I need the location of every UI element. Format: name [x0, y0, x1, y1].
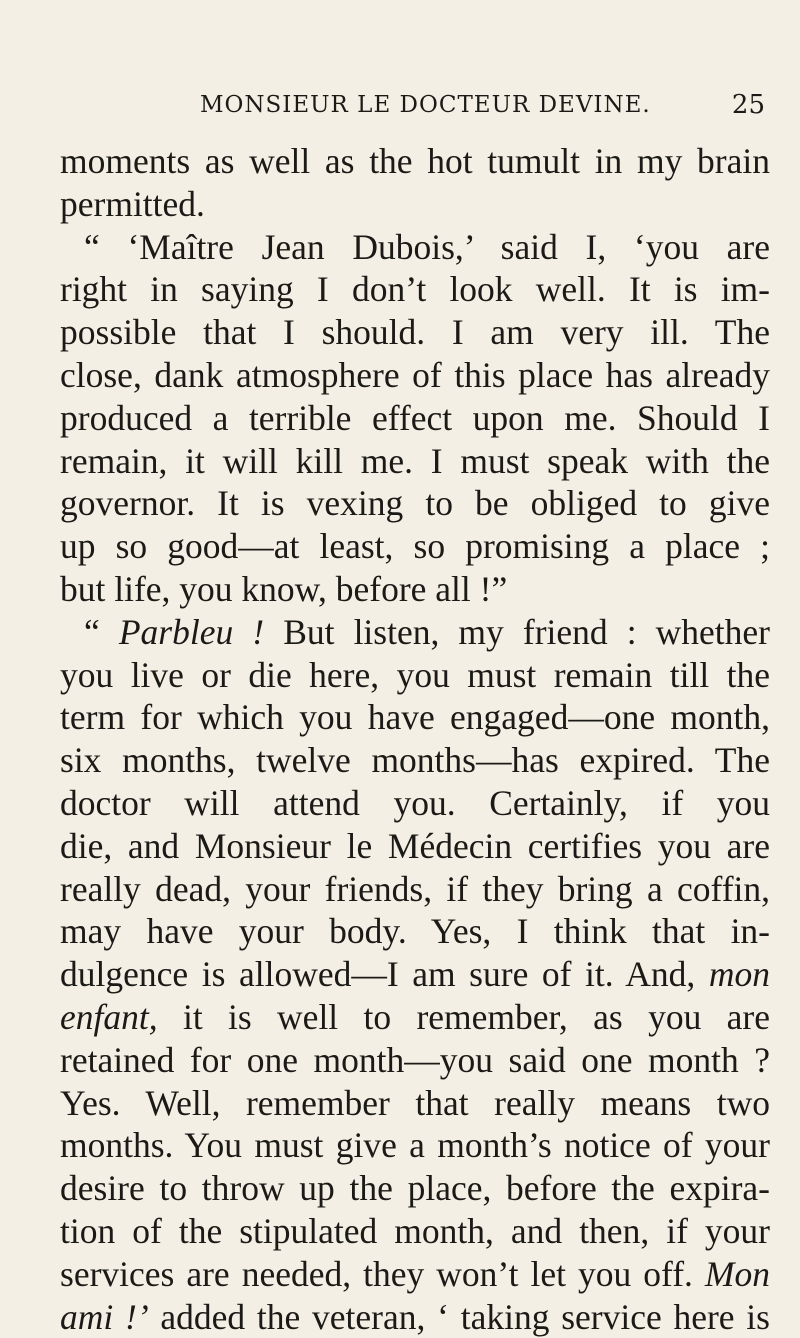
italic-phrase: ami !’ — [60, 1296, 149, 1337]
text-line: doctor will attend you. Certainly, if you — [60, 782, 770, 823]
text-line: tion of the stipulated month, and then, if your — [60, 1210, 770, 1251]
text-line: retained for one month—you said one month ? — [60, 1039, 770, 1080]
text-line: ami !’ added the veteran, ‘ taking service here is — [60, 1296, 770, 1337]
text-line: may have your body. Yes, I think that in- — [60, 911, 770, 952]
running-title: MONSIEUR LE DOCTEUR DEVINE. — [200, 92, 651, 118]
text-line: remain, it will kill me. I must speak with the — [60, 440, 770, 481]
running-head — [60, 88, 770, 122]
text-line: moments as well as the hot tumult in my brain — [60, 141, 770, 181]
text-line: months. You must give a month’s notice of your — [60, 1125, 770, 1166]
text-line: services are needed, they won’t let you off. Mon — [60, 1253, 770, 1294]
text-line: permitted. — [60, 183, 205, 224]
text-line: “ ‘Maître Jean Dubois,’ said I, ‘you are — [84, 226, 770, 267]
text-line: die, and Monsieur le Médecin certifies you are — [60, 825, 770, 866]
text-line: really dead, your friends, if they bring a coffin, — [60, 868, 770, 909]
text-line: six months, twelve months—has expired. The — [60, 740, 770, 781]
text-line: “ Parbleu ! But listen, my friend : whether — [84, 611, 770, 652]
italic-phrase: mon — [695, 954, 770, 995]
text-line: you live or die here, you must remain till the — [60, 654, 770, 695]
text-line: close, dank atmosphere of this place has already — [60, 354, 770, 395]
text-line: up so good—at least, so promising a place ; — [60, 526, 770, 567]
text-line: enfant, it is well to remember, as you are — [60, 996, 770, 1037]
body-text — [60, 140, 770, 1338]
text-line: possible that I should. I am very ill. The — [60, 312, 770, 353]
text-line: dulgence is allowed—I am sure of it. And, mon — [60, 954, 770, 995]
text-line: but life, you know, before all !” — [60, 568, 508, 609]
text-line: term for which you have engaged—one month, — [60, 697, 770, 738]
text-line: produced a terrible effect upon me. Should I — [60, 397, 770, 438]
italic-phrase: Mon — [692, 1253, 770, 1294]
text-line: Yes. Well, remember that really means two — [60, 1082, 770, 1123]
text-line: desire to throw up the place, before the expira- — [60, 1168, 770, 1209]
page-number: 25 — [731, 90, 765, 120]
italic-phrase: Parbleu ! — [118, 611, 265, 652]
italic-phrase: enfant, — [60, 996, 158, 1037]
text-line: right in saying I don’t look well. It is im- — [60, 269, 770, 310]
text-line: governor. It is vexing to be obliged to give — [60, 483, 770, 524]
